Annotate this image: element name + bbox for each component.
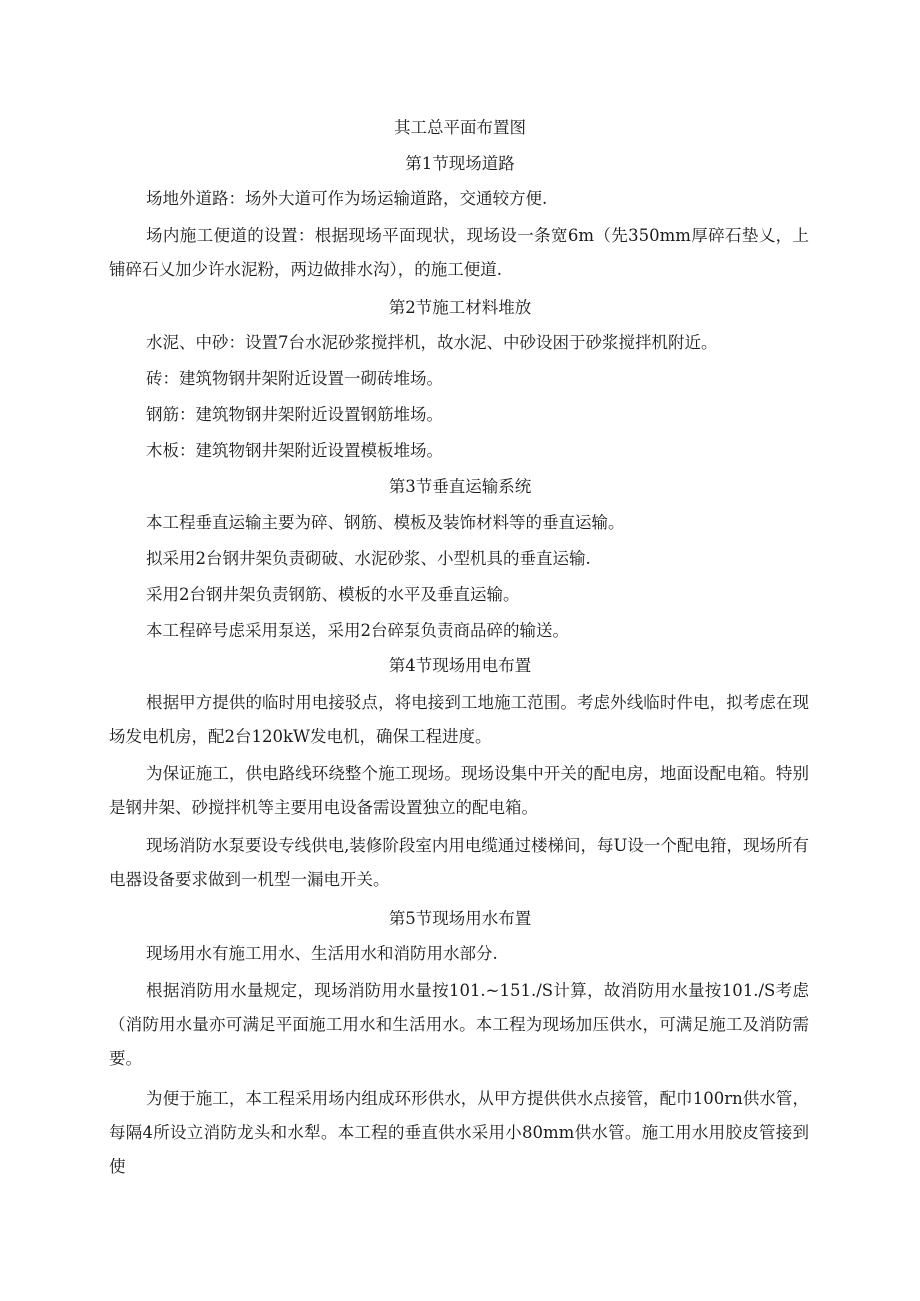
paragraph: 本工程碎号虑采用泵送，采用2台碎泵负责商品碎的输送。 bbox=[146, 621, 569, 640]
paragraph: 本工程垂直运输主要为碎、钢筋、模板及装饰材料等的垂直运输。 bbox=[146, 513, 625, 532]
document-title: 其工总平面布置图 bbox=[394, 118, 526, 137]
paragraph: 根据甲方提供的临时用电接驳点，将电接到工地施工范围。考虑外线临时件电，拟考虑在现场发电机房，配2台120kW发电机，确保工程进度。 bbox=[109, 693, 809, 746]
paragraph: 采用2台钢井架负责钢筋、模板的水平及垂直运输。 bbox=[146, 585, 520, 604]
paragraph: 现场用水有施工用水、生活用水和消防用水部分. bbox=[146, 944, 498, 963]
paragraph: 现场消防水泵要设专线供电,装修阶段室内用电缆通过楼梯间，每U设一个配电箝，现场所有电器设备要求做到一机型一漏电开关。 bbox=[109, 836, 809, 889]
paragraph: 水泥、中砂：设置7台水泥砂浆搅拌机，故水泥、中砂设困于砂浆搅拌机附近。 bbox=[146, 333, 718, 352]
paragraph: 为便于施工，本工程采用场内组成环形供水，从甲方提供供水点接管，配巾100rn供水管，每隔4所设立消防龙头和水犁。本工程的垂直供水采用小80mm供水管。施工用水用胶皮管接到使 bbox=[109, 1089, 809, 1176]
paragraph: 钢筋：建筑物钢井架附近设置钢筋堆场。 bbox=[146, 405, 443, 424]
paragraph: 木板：建筑物钢井架附近设置模板堆场。 bbox=[146, 441, 443, 460]
section-heading: 第1节现场道路 bbox=[405, 154, 515, 173]
paragraph: 场地外道路：场外大道可作为场运输道路，交通较方便. bbox=[146, 189, 548, 208]
section-heading: 第5节现场用水布置 bbox=[388, 909, 532, 928]
paragraph: 为保证施工，供电路线环绕整个施工现场。现场设集中开关的配电房，地面设配电箱。特别是钢井架、砂搅拌机等主要用电设备需设置独立的配电箱。 bbox=[109, 764, 809, 817]
section-heading: 第3节垂直运输系统 bbox=[388, 477, 532, 496]
paragraph: 拟采用2台钢井架负责砌破、水泥砂浆、小型机具的垂直运输. bbox=[146, 549, 591, 568]
section-heading: 第4节现场用电布置 bbox=[388, 656, 532, 675]
section-heading: 第2节施工材料堆放 bbox=[388, 298, 532, 317]
paragraph: 场内施工便道的设置：根据现场平面现状，现场设一条宽6m（先350mm厚碎石垫乂，上铺碎石乂加少许水泥粉，两边做排水沟），的施工便道. bbox=[109, 226, 809, 279]
paragraph: 根据消防用水量规定，现场消防用水量按101.~151./S计算，故消防用水量按101./S考虑（消防用水量亦可满足平面施工用水和生活用水。本工程为现场加压供水，可满足施工及消防需要。 bbox=[109, 981, 809, 1068]
paragraph: 砖：建筑物钢井架附近设置一砌砖堆场。 bbox=[146, 369, 443, 388]
